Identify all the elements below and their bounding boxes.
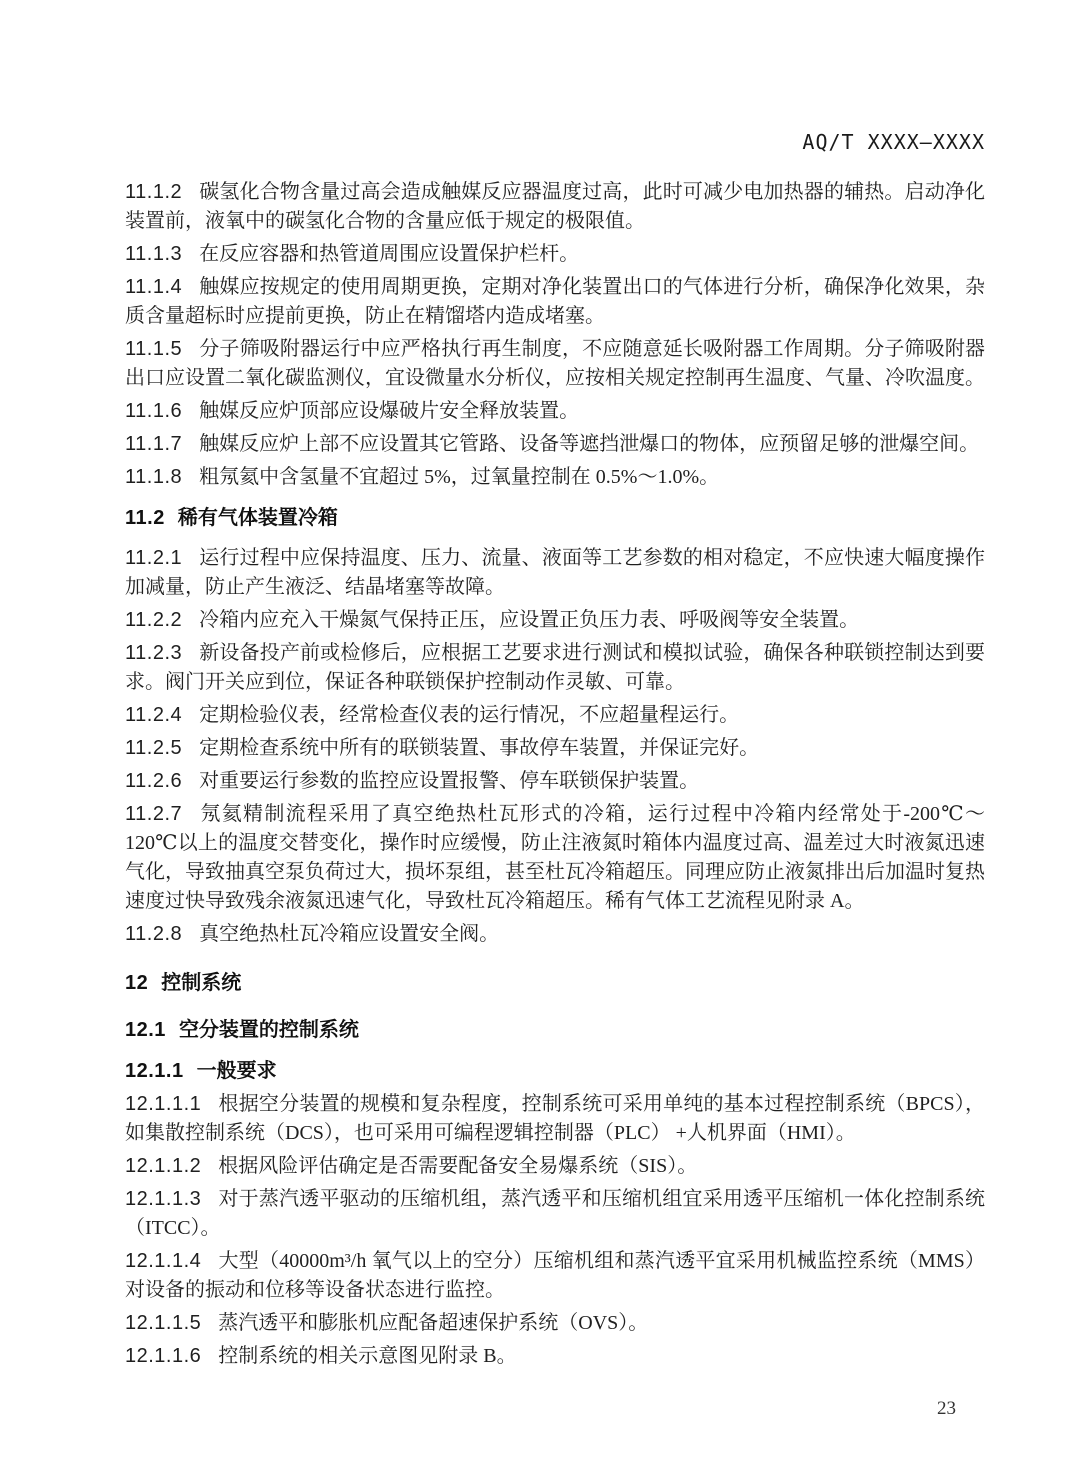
clause-number: 12.1 xyxy=(125,1019,166,1041)
clause-number: 11.2 xyxy=(125,507,165,529)
clause-paragraph xyxy=(125,544,985,602)
clause-text: 冷箱内应充入干燥氮气保持正压，应设置正负压力表、呼吸阀等安全装置。 xyxy=(199,609,860,631)
clause-paragraph xyxy=(125,800,985,916)
clause-text: 碳氢化合物含量过高会造成触媒反应器温度过高，此时可减少电加热器的辅热。启动净化装置前，液氧中的碳氢化合物的含量应低于规定的极限值。 xyxy=(125,181,985,232)
clause-text: 对于蒸汽透平驱动的压缩机组，蒸汽透平和压缩机组宜采用透平压缩机一体化控制系统（ITCC）。 xyxy=(125,1188,985,1239)
clause-paragraph xyxy=(125,767,985,796)
clause-paragraph xyxy=(125,335,985,393)
clause-number: 11.2.4 xyxy=(125,704,183,726)
section-heading xyxy=(125,969,985,998)
clause-paragraph xyxy=(125,1152,985,1181)
clause-paragraph xyxy=(125,273,985,331)
clause-text: 氖氦精制流程采用了真空绝热杜瓦形式的冷箱，运行过程中冷箱内经常处于-200℃～120℃以上的温度交替变化，操作时应缓慢，防止注液氮时箱体内温度过高、温差过大时液氮迅速气化，导致抽真空泵负荷过大，损坏泵组，甚至杜瓦冷箱超压。同理应防止液氮排出后加温时复热速度过快导致残余液氮迅速气化，导致杜瓦冷箱超压。稀有气体工艺流程见附录 A。 xyxy=(125,803,985,912)
clause-text: 控制系统的相关示意图见附录 B。 xyxy=(218,1345,517,1367)
clause-number: 12.1.1 xyxy=(125,1060,184,1082)
section-heading xyxy=(125,504,985,533)
clause-paragraph xyxy=(125,397,985,426)
clause-number: 11.1.2 xyxy=(125,181,183,203)
clause-paragraph xyxy=(125,1185,985,1243)
clause-number: 11.2.8 xyxy=(125,923,183,945)
clause-text: 一般要求 xyxy=(196,1060,277,1082)
clause-text: 定期检查系统中所有的联锁装置、事故停车装置，并保证完好。 xyxy=(199,737,760,759)
clause-text: 触媒反应炉上部不应设置其它管路、设备等遮挡泄爆口的物体，应预留足够的泄爆空间。 xyxy=(199,433,980,455)
clause-paragraph xyxy=(125,240,985,269)
section-heading xyxy=(125,1016,985,1045)
clause-number: 11.1.6 xyxy=(125,400,183,422)
clause-text: 真空绝热杜瓦冷箱应设置安全阀。 xyxy=(199,923,500,945)
clause-text: 分子筛吸附器运行中应严格执行再生制度，不应随意延长吸附器工作周期。分子筛吸附器出口应设置二氧化碳监测仪，宜设微量水分析仪，应按相关规定控制再生温度、气量、冷吹温度。 xyxy=(125,338,985,389)
clause-text: 大型（40000m³/h 氧气以上的空分）压缩机组和蒸汽透平宜采用机械监控系统（MMS）对设备的振动和位移等设备状态进行监控。 xyxy=(125,1250,985,1301)
clause-number: 11.1.5 xyxy=(125,338,183,360)
clause-number: 12.1.1.3 xyxy=(125,1188,202,1210)
clause-text: 粗氖氦中含氢量不宜超过 5%，过氧量控制在 0.5%～1.0%。 xyxy=(199,466,720,488)
clause-number: 12 xyxy=(125,972,149,994)
clause-paragraph xyxy=(125,1247,985,1305)
clause-text: 根据空分装置的规模和复杂程度，控制系统可采用单纯的基本过程控制系统（BPCS），如集散控制系统（DCS），也可采用可编程逻辑控制器（PLC） +人机界面（HMI）。 xyxy=(125,1093,985,1144)
document-body xyxy=(125,178,985,1371)
clause-number: 11.2.5 xyxy=(125,737,183,759)
clause-paragraph xyxy=(125,463,985,492)
clause-text: 新设备投产前或检修后，应根据工艺要求进行测试和模拟试验，确保各种联锁控制达到要求。阀门开关应到位，保证各种联锁保护控制动作灵敏、可靠。 xyxy=(125,642,985,693)
clause-number: 11.2.3 xyxy=(125,642,183,664)
clause-paragraph xyxy=(125,606,985,635)
clause-paragraph xyxy=(125,1309,985,1338)
clause-text: 根据风险评估确定是否需要配备安全易爆系统（SIS）。 xyxy=(218,1155,698,1177)
section-heading xyxy=(125,1057,985,1086)
clause-text: 控制系统 xyxy=(161,972,242,994)
clause-paragraph xyxy=(125,701,985,730)
standard-number: AQ/T XXXX—XXXX xyxy=(802,130,985,154)
clause-text: 触媒应按规定的使用周期更换，定期对净化装置出口的气体进行分析，确保净化效果，杂质含量超标时应提前更换，防止在精馏塔内造成堵塞。 xyxy=(125,276,985,327)
clause-number: 12.1.1.4 xyxy=(125,1250,202,1272)
clause-paragraph xyxy=(125,1342,985,1371)
clause-number: 11.2.7 xyxy=(125,803,183,825)
clause-number: 12.1.1.2 xyxy=(125,1155,202,1177)
clause-paragraph xyxy=(125,734,985,763)
clause-number: 11.2.1 xyxy=(125,547,183,569)
clause-paragraph xyxy=(125,1090,985,1148)
clause-number: 11.2.2 xyxy=(125,609,183,631)
clause-text: 蒸汽透平和膨胀机应配备超速保护系统（OVS）。 xyxy=(218,1312,649,1334)
clause-number: 11.1.7 xyxy=(125,433,183,455)
clause-number: 11.1.3 xyxy=(125,243,183,265)
page-number: 23 xyxy=(937,1398,956,1419)
clause-text: 对重要运行参数的监控应设置报警、停车联锁保护装置。 xyxy=(199,770,700,792)
clause-number: 12.1.1.6 xyxy=(125,1345,202,1367)
clause-number: 11.2.6 xyxy=(125,770,183,792)
clause-paragraph xyxy=(125,430,985,459)
clause-text: 触媒反应炉顶部应设爆破片安全释放装置。 xyxy=(199,400,580,422)
clause-text: 空分装置的控制系统 xyxy=(178,1019,359,1041)
clause-text: 运行过程中应保持温度、压力、流量、液面等工艺参数的相对稳定，不应快速大幅度操作加减量，防止产生液泛、结晶堵塞等故障。 xyxy=(125,547,985,598)
clause-text: 定期检验仪表，经常检查仪表的运行情况，不应超量程运行。 xyxy=(199,704,740,726)
clause-number: 11.1.4 xyxy=(125,276,183,298)
clause-text: 稀有气体装置冷箱 xyxy=(177,507,338,529)
clause-text: 在反应容器和热管道周围应设置保护栏杆。 xyxy=(199,243,580,265)
clause-number: 12.1.1.5 xyxy=(125,1312,202,1334)
clause-paragraph xyxy=(125,920,985,949)
page-header xyxy=(125,130,985,154)
clause-number: 12.1.1.1 xyxy=(125,1093,202,1115)
clause-paragraph xyxy=(125,178,985,236)
clause-number: 11.1.8 xyxy=(125,466,183,488)
clause-paragraph xyxy=(125,639,985,697)
